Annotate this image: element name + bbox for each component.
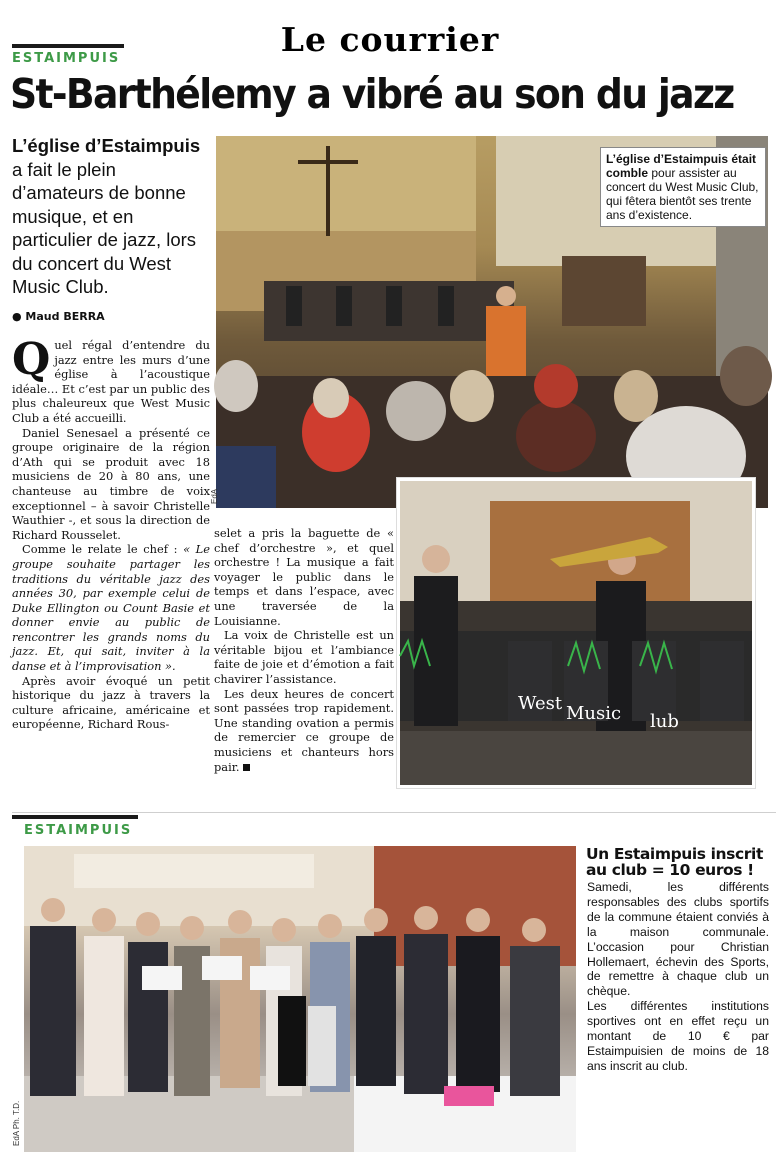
dropcap: Q: [12, 334, 51, 385]
photo-credit: EdA Ph. T.D.: [12, 1100, 21, 1146]
newspaper-masthead: Le courrier: [280, 20, 500, 59]
paragraph: Daniel Senesael a présenté ce groupe originaire de la région d’Ath qui se produit avec 18 musiciens de 20 à 80 ans, une chanteuse au timbre de voix exceptionnel – à savoir Christelle Wauthier -, et sous la direction de Richard Rousselet.: [12, 425, 210, 542]
bass-drum-label-music: Music: [566, 703, 622, 724]
quote-text: « Le groupe souhaite partager les traditions du véritable jazz des années 30, par exemple celui de Duke Ellington ou Count Basie et donner envie au public de rencontrer les grands noms du jazz. Et, qui sait, inviter à la danse et à l’improvisation ».: [12, 542, 210, 674]
lede-text: a fait le plein d’amateurs de bonne musique, et en particulier de jazz, lors du concert du West Music Club.: [12, 158, 197, 297]
section-label: ESTAIMPUIS: [24, 823, 133, 838]
sports-clubs-group-photo: [12, 846, 576, 1152]
photo-credit: EdA: [210, 488, 219, 504]
caption-text: pour assister au concert du West Music Club, qui fêtera bientôt ses trente ans d’existence.: [606, 166, 759, 222]
paragraph: [12, 334, 210, 426]
paragraph: La voix de Christelle est un véritable bijou et l’ambiance faite de joie et d’émotion a fait chavirer l’assistance.: [214, 628, 394, 686]
quote-intro: Comme le relate le chef :: [22, 542, 184, 557]
paragraph: [12, 542, 210, 673]
article-headline: St-Barthélemy a vibré au son du jazz: [10, 70, 734, 118]
caption-bold: L’église d’Estaimpuis était comble: [606, 152, 757, 180]
photo-caption: [600, 147, 766, 227]
article-headline: Un Estaimpuis inscrit au club = 10 euros !: [586, 845, 763, 879]
paragraph: Après avoir évoqué un petit historique du jazz à travers la culture africaine, américaine et européenne, Richard Rous-: [12, 673, 210, 732]
bass-drum-label-club: lub: [650, 711, 679, 732]
article-body: [587, 880, 769, 1074]
band-illustration: [400, 481, 752, 785]
article-column-1: [12, 334, 210, 732]
paragraph: Les différentes institutions sportives ont en effet reçu un montant de 10 € par Estaimpuisien de moins de 18 ans inscrit au club.: [587, 999, 769, 1073]
byline: ● Maud BERRA: [12, 310, 105, 323]
article-column-2: [214, 526, 394, 774]
paragraph-text: uel régal d’entendre du jazz entre les murs d’une église à l’acoustique idéale… Et c’est par un public des plus chaleureux que West Music Club a été accueilli.: [12, 338, 210, 425]
group-illustration: [24, 846, 576, 1152]
lede-bold: L’église d’Estaimpuis: [12, 135, 201, 156]
paragraph: [214, 687, 394, 775]
section-rule: [12, 44, 124, 48]
bass-drum-label-west: West: [518, 693, 563, 714]
paragraph: selet a pris la baguette de « chef d’orchestre », et quel orchestre ! La musique a fait voyager le public dans le temps et dans l’espace, avec une traversée de la Louisianne.: [214, 526, 394, 628]
paragraph-text: Les deux heures de concert sont passées trop rapidement. Une standing ovation a permis de remercier ce groupe de musiciens et chanteurs hors pair.: [214, 686, 394, 774]
section-label: ESTAIMPUIS: [12, 51, 121, 66]
end-of-article-mark: [243, 764, 250, 771]
band-performance-photo: [397, 478, 755, 788]
article-lede: [12, 134, 212, 299]
paragraph: Samedi, les différents responsables des clubs sportifs de la commune étaient conviés à la maison communale. L’occasion pour Christian Hollemaert, échevin des Sports, de remettre à chaque club un chèque.: [587, 880, 769, 999]
section-rule: [12, 815, 138, 819]
section-divider: [12, 812, 776, 813]
